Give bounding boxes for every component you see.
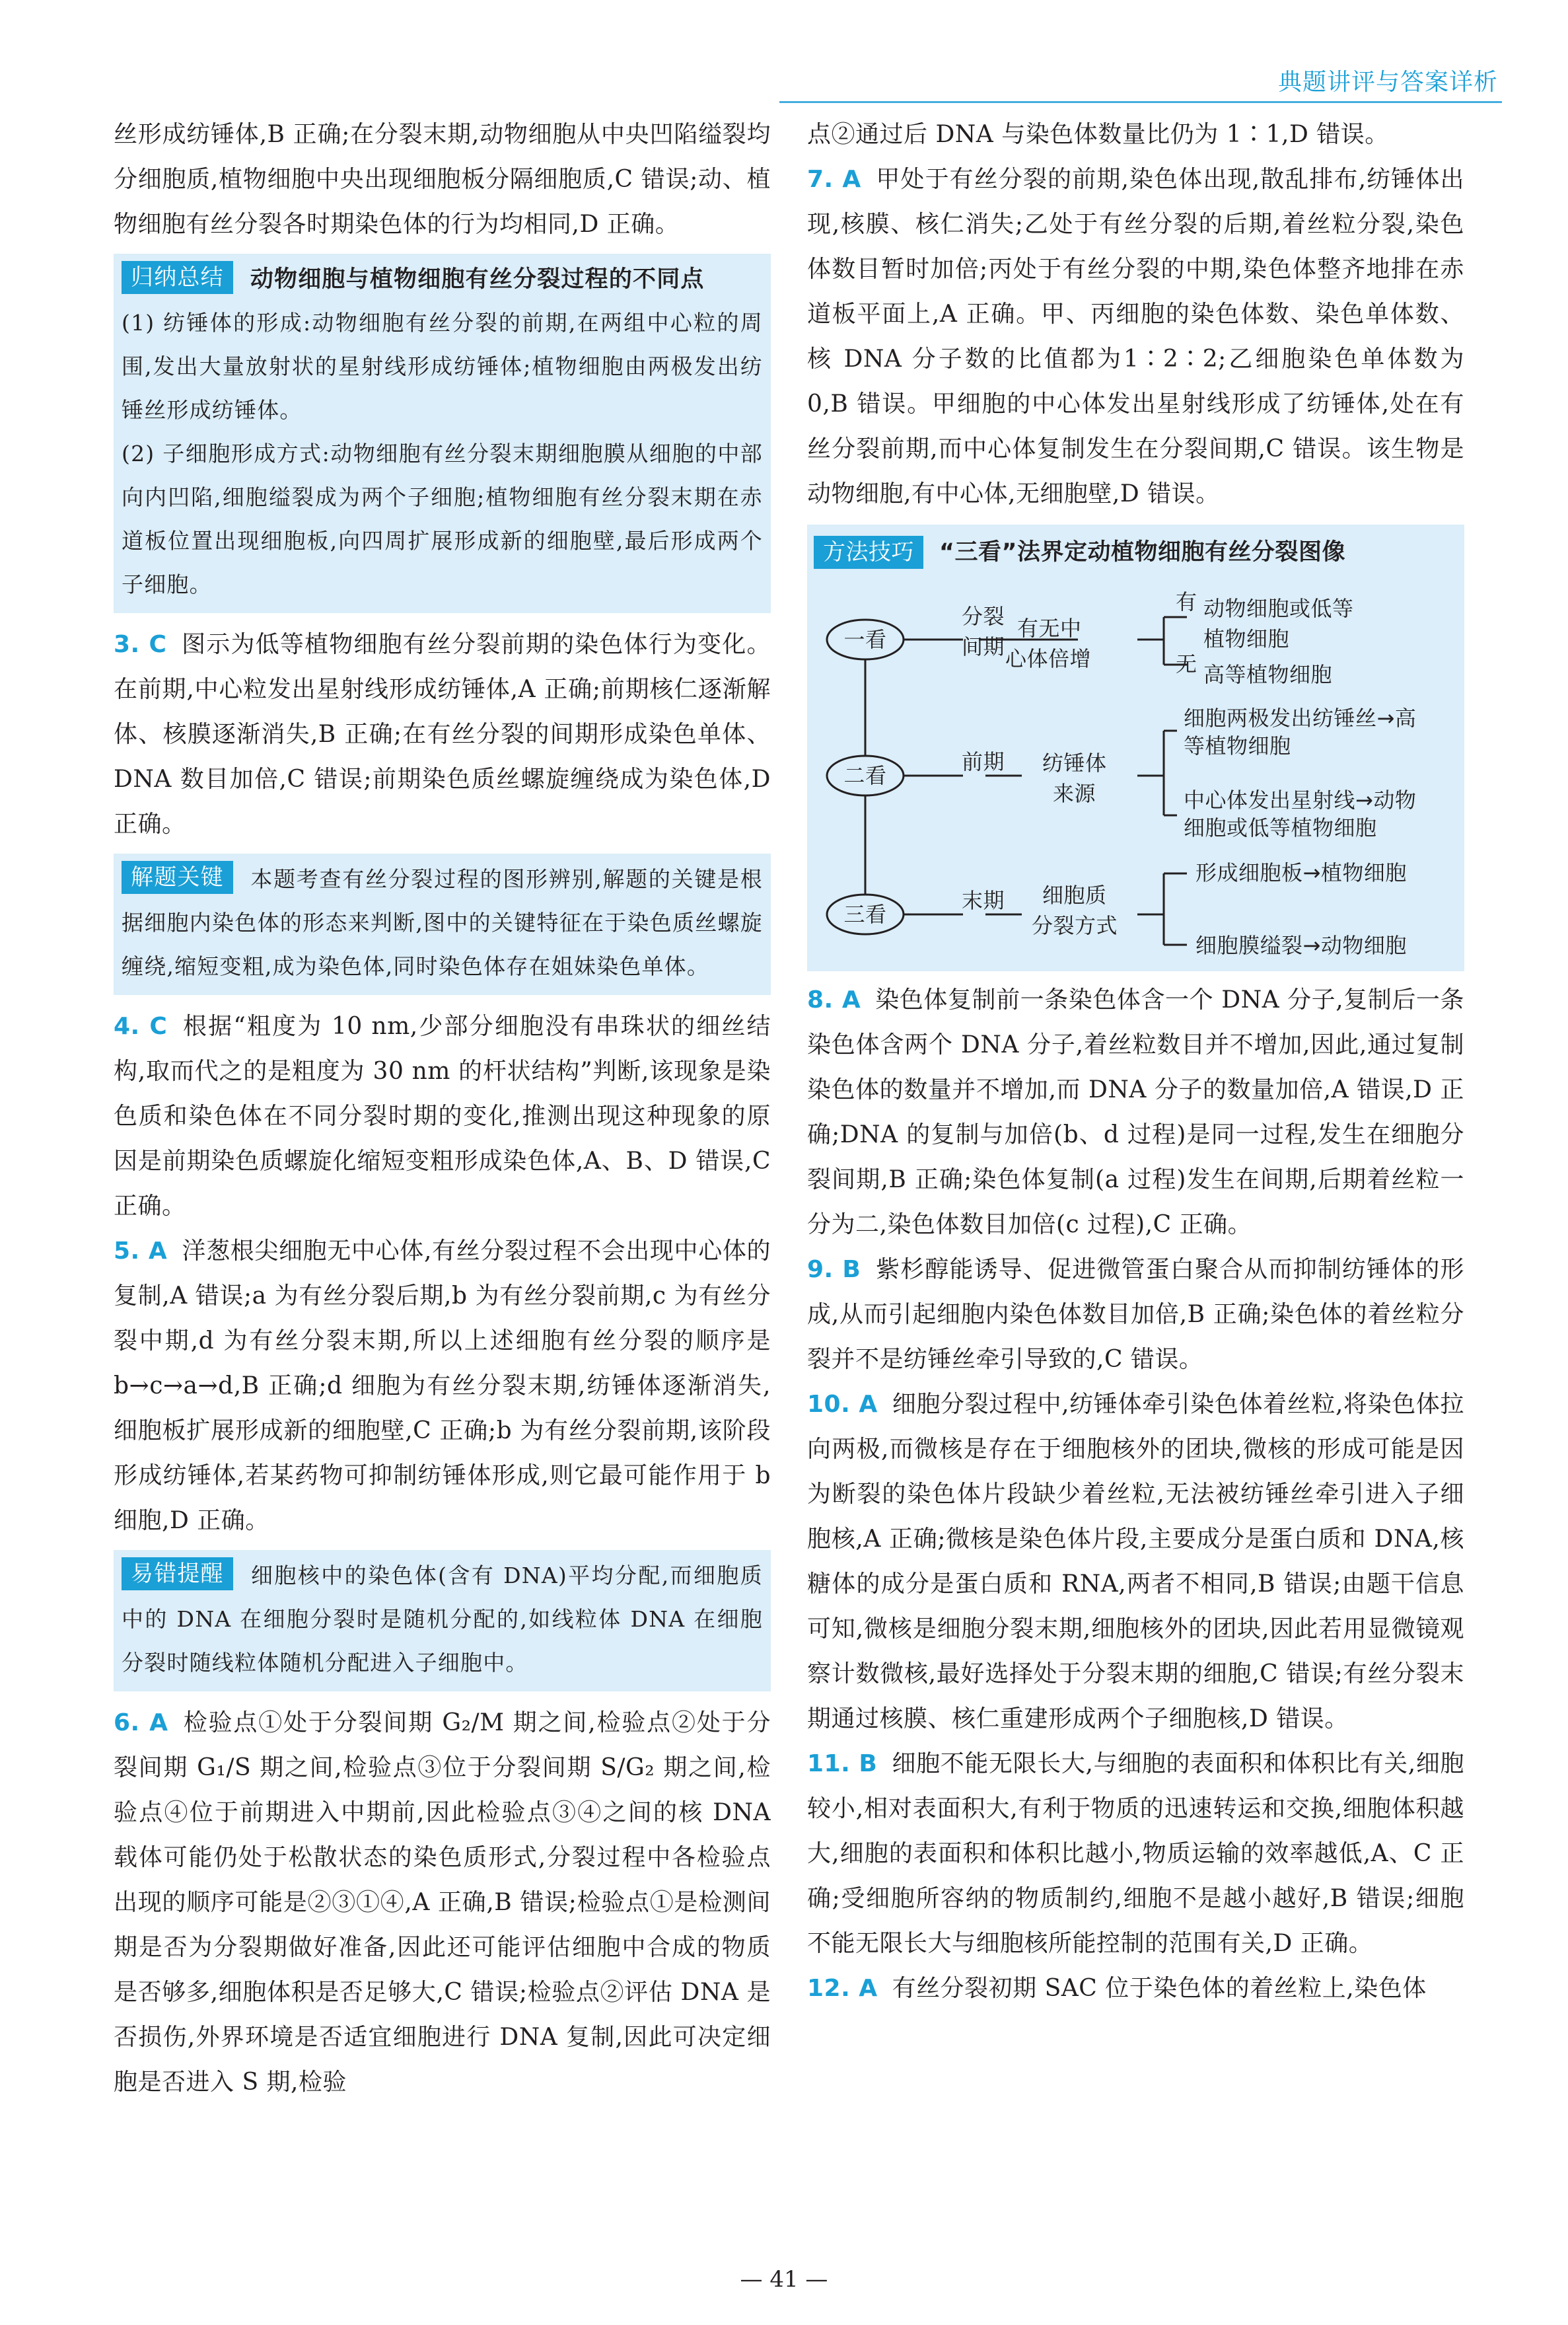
key-point-box: [114, 854, 771, 995]
answer-number: 3. C: [114, 631, 167, 658]
answer-text: 根据“粗度为 10 nm,少部分细胞没有串珠状的细丝结构,取而代之的是粗度为 30 nm 的杆状结构”判断,该现象是染色质和染色体在不同分裂时期的变化,推测出现这种现象的原因是前期染色质螺旋化缩短变粗形成染色体,A、B、D 错误,C 正确。: [114, 1013, 771, 1220]
answer-text: 图示为低等植物细胞有丝分裂前期的染色体行为变化。在前期,中心粒发出星射线形成纺锤体,A 正确;前期核仁逐渐解体、核膜逐渐消失,B 正确;在有丝分裂的间期形成染色单体、DNA 数目加倍,C 错误;前期染色质丝螺旋缠绕成为染色体,D 正确。: [114, 631, 771, 838]
criterion-label: 分裂方式: [1032, 913, 1118, 938]
look-3-label: 三看: [843, 902, 887, 927]
stage-label: 分裂: [962, 604, 1005, 629]
result-label: 细胞膜缢裂→动物细胞: [1195, 933, 1407, 958]
answer-number: 12. A: [807, 1975, 878, 2002]
paragraph: 点②通过后 DNA 与染色体数量比仍为 1∶1,D 错误。: [807, 121, 1389, 148]
look-2-label: 二看: [843, 763, 887, 788]
three-look-diagram: [807, 525, 1464, 971]
criterion-label: 有无中: [1017, 616, 1082, 641]
answer-number: 10. A: [807, 1391, 878, 1418]
result-label: 高等植物细胞: [1203, 662, 1333, 687]
box-title: 动物细胞与植物细胞有丝分裂过程的不同点: [250, 266, 705, 293]
result-label: 动物细胞或低等: [1203, 596, 1354, 621]
header-title: 典题讲评与答案详析: [1277, 69, 1498, 96]
answer-text: 检验点①处于分裂间期 G₂/M 期之间,检验点②处于分裂间期 G₁/S 期之间,检验点③位于分裂间期 S/G₂ 期之间,检验点④位于前期进入中期前,因此检验点③④之间的核 DNA 载体可能仍处于松散状态的染色质形式,分裂过程中各检验点出现的顺序可能是②③①④,A 正确,B 错误;检验点①是检测间期是否为分裂期做好准备,因此还可能评估细胞中合成的物质是否够多,细胞体积是否足够大,C 错误;检验点②评估 DNA 是否损伤,外界环境是否适宜细胞进行 DNA 复制,因此可决定细胞是否进入 S 期,检验: [114, 1709, 771, 2096]
box-header: [814, 530, 1345, 575]
answer-11: [807, 1742, 1464, 1966]
answer-6: [114, 1701, 771, 2105]
criterion-label: 来源: [1053, 781, 1096, 806]
criterion-label: 细胞质: [1042, 883, 1107, 908]
answer-9: [807, 1247, 1464, 1382]
answer-text: 紫杉醇能诱导、促进微管蛋白聚合从而抑制纺锤体的形成,从而引起细胞内染色体数目加倍,B 正确;染色体的着丝粒分裂并不是纺锤丝牵引导致的,C 错误。: [807, 1256, 1464, 1373]
answer-4: [114, 1004, 771, 1229]
box-text: 本题考查有丝分裂过程的图形辨别,解题的关键是根据细胞内染色体的形态来判断,图中的关键特征在于染色质丝螺旋缠绕,缩短变粗,成为染色体,同时染色体存在姐妹染色单体。: [122, 866, 763, 979]
summary-box: [114, 254, 771, 613]
stage-label: 前期: [962, 749, 1005, 774]
answer-number: 6. A: [114, 1709, 168, 1736]
box-text: (2) 子细胞形成方式:动物细胞有丝分裂末期细胞膜从细胞的中部向内凹陷,细胞缢裂成为两个子细胞;植物细胞有丝分裂末期在赤道板位置出现细胞板,向四周扩展形成新的细胞壁,最后形成两个子细胞。: [122, 441, 763, 597]
result-label: 细胞或低等植物细胞: [1184, 815, 1377, 840]
right-column: [807, 112, 1464, 2011]
page-number: — 41 —: [740, 2266, 828, 2293]
yes-label: 有: [1176, 589, 1197, 614]
box-title: “三看”法界定动植物细胞有丝分裂图像: [939, 539, 1346, 566]
criterion-label: 心体倍增: [1005, 646, 1092, 671]
box-text: (1) 纺锤体的形成:动物细胞有丝分裂的前期,在两组中心粒的周围,发出大量放射状的星射线形成纺锤体;植物细胞由两极发出纺锤丝形成纺锤体。: [122, 310, 763, 423]
paragraph: 丝形成纺锤体,B 正确;在分裂末期,动物细胞从中央凹陷缢裂均分细胞质,植物细胞中央出现细胞板分隔细胞质,C 错误;动、植物细胞有丝分裂各时期染色体的行为均相同,D 正确。: [114, 121, 771, 238]
result-label: 形成细胞板→植物细胞: [1195, 860, 1407, 885]
answer-text: 甲处于有丝分裂的前期,染色体出现,散乱排布,纺锤体出现,核膜、核仁消失;乙处于有丝分裂的后期,着丝粒分裂,染色体数目暂时加倍;丙处于有丝分裂的中期,染色体整齐地排在赤道板平面上,A 正确。甲、丙细胞的染色体数、染色单体数、核 DNA 分子数的比值都为1∶2∶2;乙细胞染色单体数为 0,B 错误。甲细胞的中心体发出星射线形成了纺锤体,处在有丝分裂前期,而中心体复制发生在分裂间期,C 错误。该生物是动物细胞,有中心体,无细胞壁,D 错误。: [807, 166, 1464, 507]
method-diagram-box: [807, 525, 1464, 971]
criterion-label: 纺锤体: [1042, 751, 1107, 776]
box-text: 细胞核中的染色体(含有 DNA)平均分配,而细胞质中的 DNA 在细胞分裂时是随机分配的,如线粒体 DNA 在细胞分裂时随线粒体随机分配进入子细胞中。: [122, 1563, 763, 1676]
result-label: 细胞两极发出纺锤丝→高: [1184, 706, 1417, 731]
answer-number: 4. C: [114, 1013, 168, 1040]
answer-text: 细胞分裂过程中,纺锤体牵引染色体着丝粒,将染色体拉向两极,而微核是存在于细胞核外的团块,微核的形成可能是因为断裂的染色体片段缺少着丝粒,无法被纺锤丝牵引进入子细胞核,A 正确;微核是染色体片段,主要成分是蛋白质和 DNA,核糖体的成分是蛋白质和 RNA,两者不相同,B 错误;由题干信息可知,微核是细胞分裂末期,细胞核外的团块,因此若用显微镜观察计数微核,最好选择处于分裂末期的细胞,C 错误;有丝分裂末期通过核膜、核仁重建形成两个子细胞核,D 错误。: [807, 1391, 1464, 1732]
answer-number: 5. A: [114, 1237, 168, 1265]
result-label: 等植物细胞: [1184, 733, 1291, 758]
answer-number: 7. A: [807, 166, 861, 193]
answer-text: 细胞不能无限长大,与细胞的表面积和体积比有关,细胞较小,相对表面积大,有利于物质的迅速转运和交换,细胞体积越大,细胞的表面积和体积比越小,物质运输的效率越低,A、C 正确;受细胞所容纳的物质制约,细胞不是越小越好,B 错误;细胞不能无限长大与细胞核所能控制的范围有关,D 正确。: [807, 1750, 1465, 1957]
answer-10: [807, 1382, 1464, 1742]
warning-box: [114, 1550, 771, 1691]
answer-12: [807, 1966, 1464, 2011]
box-tag: 归纳总结: [122, 261, 233, 294]
left-column: [114, 112, 771, 2105]
answer-text: 有丝分裂初期 SAC 位于染色体的着丝粒上,染色体: [892, 1975, 1427, 2002]
answer-8: [807, 978, 1464, 1247]
answer-number: 11. B: [807, 1750, 878, 1777]
answer-number: 8. A: [807, 986, 861, 1014]
result-label: 中心体发出星射线→动物: [1184, 788, 1417, 813]
box-tag: 易错提醒: [122, 1557, 233, 1590]
stage-label: 末期: [962, 888, 1005, 913]
answer-text: 洋葱根尖细胞无中心体,有丝分裂过程不会出现中心体的复制,A 错误;a 为有丝分裂后期,b 为有丝分裂前期,c 为有丝分裂中期,d 为有丝分裂末期,所以上述细胞有丝分裂的顺序是 b→c→a→d,B 正确;d 细胞为有丝分裂末期,纺锤体逐渐消失,细胞板扩展形成新的细胞壁,C 正确;b 为有丝分裂前期,该阶段形成纺锤体,若某药物可抑制纺锤体形成,则它最可能作用于 b 细胞,D 正确。: [114, 1237, 771, 1534]
stage-label: 间期: [962, 634, 1005, 659]
answer-7: [807, 157, 1464, 517]
header-divider: [779, 101, 1502, 103]
box-tag: 解题关键: [122, 861, 233, 894]
answer-text: 染色体复制前一条染色体含一个 DNA 分子,复制后一条染色体含两个 DNA 分子,着丝粒数目并不增加,因此,通过复制染色体的数量并不增加,而 DNA 分子的数量加倍,A 错误,D 正确;DNA 的复制与加倍(b、d 过程)是同一过程,发生在细胞分裂间期,B 正确;染色体复制(a 过程)发生在间期,后期着丝粒一分为二,染色体数目加倍(c 过程),C 正确。: [807, 986, 1464, 1238]
box-tag: 方法技巧: [814, 536, 923, 569]
result-label: 植物细胞: [1203, 626, 1290, 651]
no-label: 无: [1176, 651, 1197, 677]
answer-3: [114, 622, 771, 847]
look-1-label: 一看: [843, 627, 887, 652]
answer-5: [114, 1229, 771, 1543]
answer-number: 9. B: [807, 1256, 861, 1283]
